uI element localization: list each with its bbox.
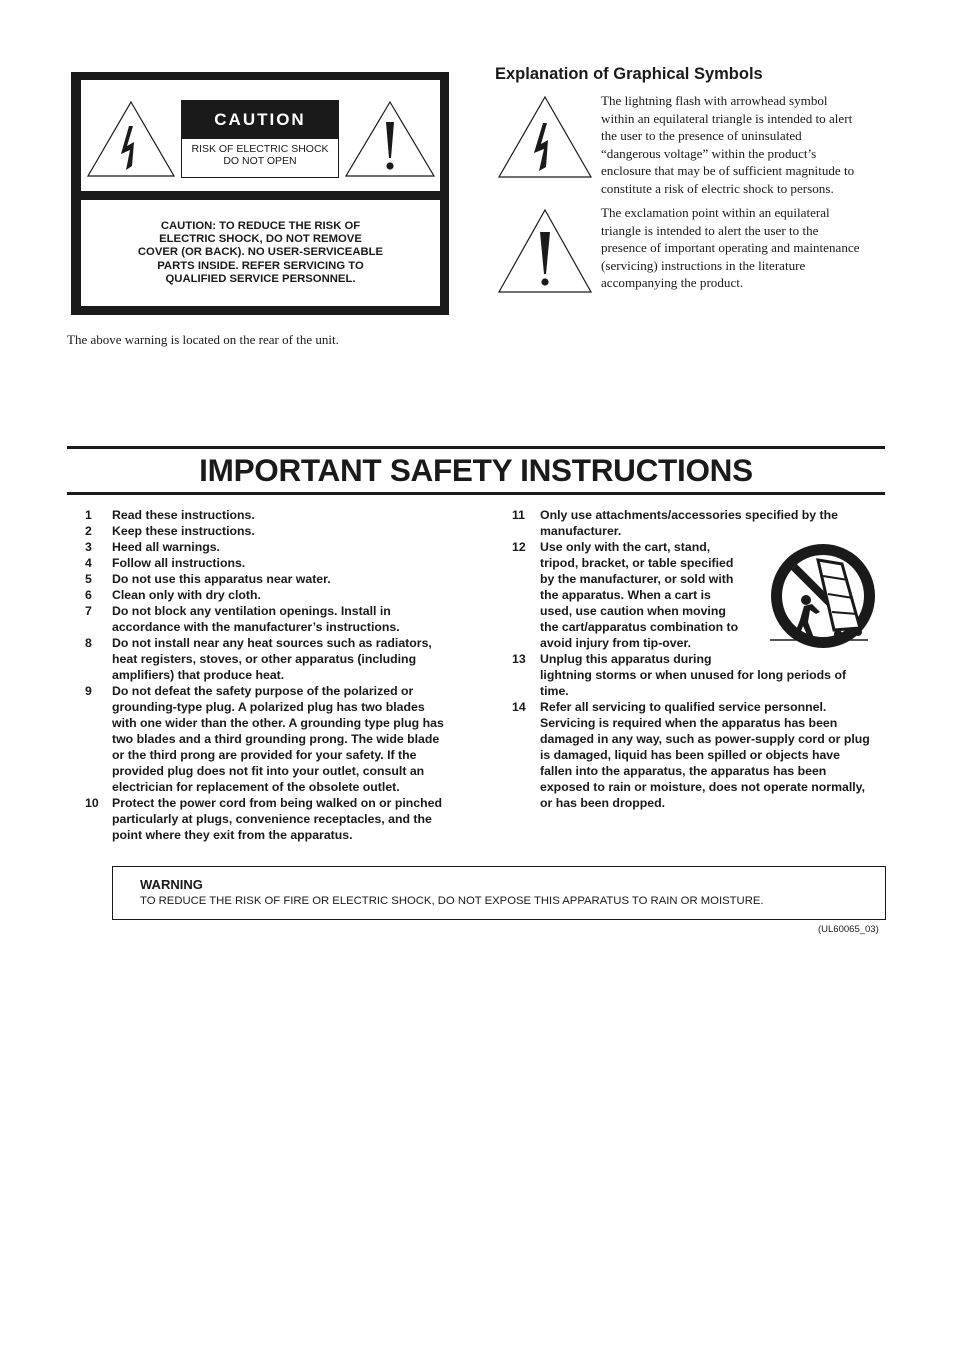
instruction-line: or has been dropped. bbox=[540, 796, 666, 810]
instruction-number: 12 bbox=[512, 540, 526, 554]
instruction-line: particularly at plugs, convenience receptacles, and the bbox=[112, 812, 432, 826]
description-line: triangle is intended to alert the user to the bbox=[601, 222, 819, 238]
heading-rule-bottom bbox=[67, 492, 885, 495]
instruction-line: Follow all instructions. bbox=[112, 556, 246, 570]
instruction-line: Do not defeat the safety purpose of the polarized or bbox=[112, 684, 414, 698]
description-line: presence of important operating and maintenance bbox=[601, 240, 860, 256]
description-line: constitute a risk of electric shock to persons. bbox=[601, 180, 834, 196]
description-line: (servicing) instructions in the literature bbox=[601, 257, 806, 273]
description-line: “dangerous voltage” within the product’s bbox=[601, 145, 817, 161]
instruction-line: by the manufacturer, or sold with bbox=[540, 572, 734, 586]
description-line: enclosure that may be of sufficient magnitude to bbox=[601, 163, 855, 179]
caution-notice-line: QUALIFIED SERVICE PERSONNEL. bbox=[165, 272, 356, 285]
description-line: within an equilateral triangle is intended to alert bbox=[601, 110, 853, 126]
instruction-line: point where they exit from the apparatus. bbox=[112, 828, 353, 842]
caution-badge bbox=[181, 100, 339, 178]
instruction-line: Do not use this apparatus near water. bbox=[112, 572, 331, 586]
caution-badge-title: CAUTION bbox=[182, 101, 338, 139]
instruction-line: used, use caution when moving bbox=[540, 604, 726, 618]
instruction-line: grounding-type plug. A polarized plug has two blades bbox=[112, 700, 425, 714]
instruction-number: 3 bbox=[85, 540, 92, 554]
description-line: the user to the presence of uninsulated bbox=[601, 128, 802, 144]
instruction-line: Refer all servicing to qualified service personnel. bbox=[540, 700, 827, 714]
instruction-number: 10 bbox=[85, 796, 99, 810]
caution-notice-line: COVER (OR BACK). NO USER-SERVICEABLE bbox=[137, 246, 384, 259]
instruction-line: the apparatus. When a cart is bbox=[540, 588, 711, 602]
instruction-line: the cart/apparatus combination to bbox=[540, 620, 739, 634]
instruction-line: provided plug does not fit into your outlet, consult an bbox=[112, 764, 425, 778]
caution-notice-line: ELECTRIC SHOCK, DO NOT REMOVE bbox=[159, 233, 362, 246]
instruction-line: Do not install near any heat sources such as radiators, bbox=[112, 636, 432, 650]
instruction-line: is damaged, liquid has been spilled or objects have bbox=[540, 748, 840, 762]
lightning-symbol-description bbox=[601, 92, 886, 198]
instruction-line: Clean only with dry cloth. bbox=[112, 588, 261, 602]
cart-tip-over-icon bbox=[768, 542, 878, 650]
instruction-line: Only use attachments/accessories specified by the bbox=[540, 508, 838, 522]
warning-title: WARNING bbox=[140, 877, 203, 892]
instruction-number: 13 bbox=[512, 652, 526, 666]
description-line: The lightning flash with arrowhead symbol bbox=[601, 93, 828, 108]
instruction-line: Keep these instructions. bbox=[112, 524, 255, 538]
instruction-number: 11 bbox=[512, 508, 525, 522]
instruction-number: 7 bbox=[85, 604, 92, 618]
instruction-line: heat registers, stoves, or other apparatus (including bbox=[112, 652, 417, 666]
instruction-line: damaged in any way, such as power-supply cord or plug bbox=[540, 732, 870, 746]
instruction-line: Heed all warnings. bbox=[112, 540, 220, 554]
instruction-line: lightning storms or when unused for long periods of bbox=[540, 668, 847, 682]
exclamation-symbol-description bbox=[601, 204, 886, 292]
reference-code: (UL60065_03) bbox=[818, 924, 879, 935]
heading-rule-top bbox=[67, 446, 885, 449]
instruction-line: avoid injury from tip-over. bbox=[540, 636, 692, 650]
instruction-number: 6 bbox=[85, 588, 92, 602]
instruction-line: Read these instructions. bbox=[112, 508, 255, 522]
instruction-number: 14 bbox=[512, 700, 526, 714]
instructions-left-column bbox=[85, 507, 465, 847]
instruction-number: 8 bbox=[85, 636, 92, 650]
instruction-line: Use only with the cart, stand, bbox=[540, 540, 711, 554]
instruction-line: electrician for replacement of the obsolete outlet. bbox=[112, 780, 400, 794]
exclamation-triangle-icon bbox=[497, 208, 593, 294]
rear-location-note: The above warning is located on the rear of the unit. bbox=[67, 332, 339, 347]
instruction-line: Unplug this apparatus during bbox=[540, 652, 712, 666]
caution-notice bbox=[81, 220, 440, 286]
lightning-triangle-icon bbox=[497, 95, 593, 179]
caution-badge-subtitle-line: DO NOT OPEN bbox=[223, 154, 297, 167]
instruction-line: exposed to rain or moisture, does not operate normally, bbox=[540, 780, 866, 794]
instruction-number: 4 bbox=[85, 556, 92, 570]
instruction-line: fallen into the apparatus, the apparatus has been bbox=[540, 764, 827, 778]
instruction-line: accordance with the manufacturer’s instructions. bbox=[112, 620, 400, 634]
instruction-line: with one wider than the other. A grounding type plug has bbox=[112, 716, 444, 730]
instruction-number: 5 bbox=[85, 572, 92, 586]
instruction-line: Do not block any ventilation openings. Install in bbox=[112, 604, 391, 618]
instruction-number: 2 bbox=[85, 524, 92, 538]
instruction-line: manufacturer. bbox=[540, 524, 622, 538]
caution-notice-line: CAUTION: TO REDUCE THE RISK OF bbox=[160, 220, 361, 232]
symbols-heading: Explanation of Graphical Symbols bbox=[495, 65, 763, 83]
instruction-line: tripod, bracket, or table specified bbox=[540, 556, 734, 570]
instruction-line: time. bbox=[540, 684, 569, 698]
instruction-line: or the third prong are provided for your safety. If the bbox=[112, 748, 417, 762]
warning-box bbox=[112, 866, 886, 920]
instruction-number: 9 bbox=[85, 684, 92, 698]
instruction-line: amplifiers) that produce heat. bbox=[112, 668, 285, 682]
caution-badge-subtitle-line: RISK OF ELECTRIC SHOCK bbox=[191, 143, 329, 155]
exclamation-warning-icon bbox=[344, 100, 436, 178]
instruction-number: 1 bbox=[85, 508, 92, 522]
safety-heading: IMPORTANT SAFETY INSTRUCTIONS bbox=[199, 452, 753, 488]
lightning-warning-icon bbox=[86, 100, 176, 178]
instruction-line: Servicing is required when the apparatus has been bbox=[540, 716, 838, 730]
caution-notice-line: PARTS INSIDE. REFER SERVICING TO bbox=[157, 259, 364, 272]
instruction-line: two blades and a third grounding prong. The wide blade bbox=[112, 732, 440, 746]
warning-text: TO REDUCE THE RISK OF FIRE OR ELECTRIC SHOCK, DO NOT EXPOSE THIS APPARATUS TO RAIN OR MOISTURE. bbox=[140, 895, 764, 907]
description-line: accompanying the product. bbox=[601, 275, 744, 291]
description-line: The exclamation point within an equilateral bbox=[601, 205, 830, 220]
caution-badge-subtitle bbox=[182, 139, 338, 167]
instruction-line: Protect the power cord from being walked on or pinched bbox=[112, 796, 443, 810]
